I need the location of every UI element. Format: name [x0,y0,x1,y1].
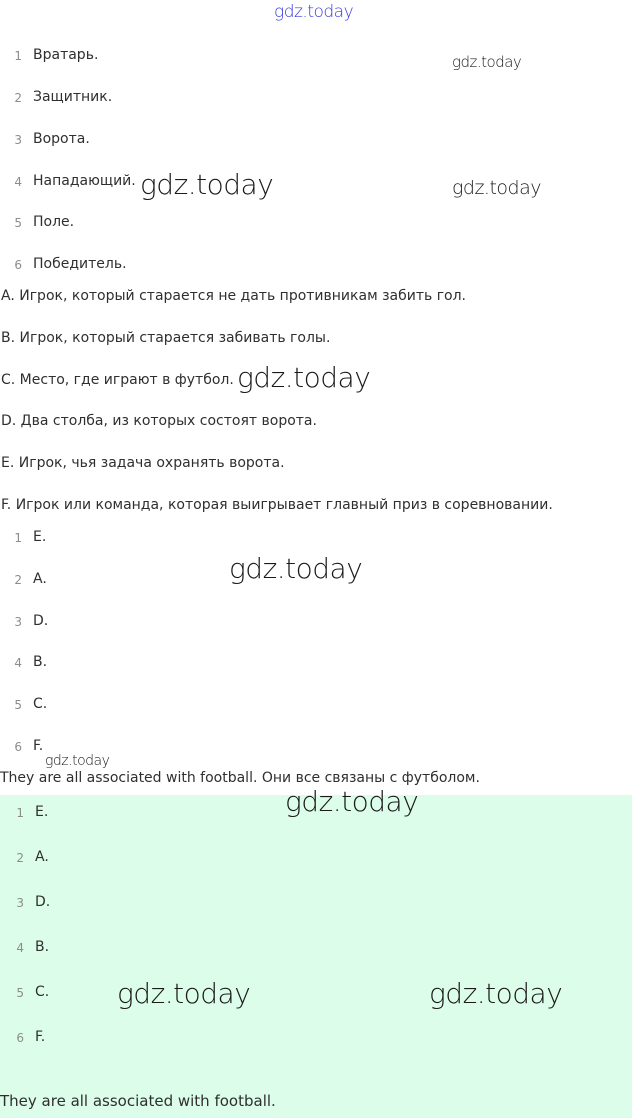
list-number: 1 [16,806,24,820]
match-letter: F. [33,738,44,754]
match-letter: E. [35,804,49,820]
watermark: gdz.today [237,361,371,394]
definition-item: E. Игрок, чья задача охранять ворота. [1,455,285,471]
list-number: 2 [16,851,24,865]
definition-item: C. Место, где играют в футбол. [1,372,234,388]
match-letter: A. [35,849,49,865]
watermark-top: gdz.today [274,2,354,22]
match-letter: D. [33,613,49,629]
watermark: gdz.today [229,552,363,585]
match-letter: E. [33,529,47,545]
word-item: Победитель. [33,256,127,272]
list-number: 5 [14,698,22,712]
list-number: 3 [14,615,22,629]
watermark: gdz.today [452,53,522,71]
list-number: 1 [14,49,22,63]
match-letter: D. [35,894,51,910]
conclusion-text: They are all associated with football. Они все связаны с футболом. [0,770,480,786]
answer-conclusion-text: They are all associated with football. [0,1092,276,1110]
match-letter: B. [35,939,50,955]
list-number: 5 [14,216,22,230]
watermark: gdz.today [285,785,419,818]
list-number: 4 [16,941,24,955]
definition-item: B. Игрок, который старается забивать голы. [1,330,331,346]
answer-box [0,795,632,1118]
word-item: Защитник. [33,89,113,105]
definition-item: A. Игрок, который старается не дать противникам забить гол. [1,288,467,304]
match-letter: F. [35,1029,46,1045]
list-number: 3 [14,133,22,147]
match-letter: C. [35,984,50,1000]
match-letter: C. [33,696,48,712]
definition-item: D. Два столба, из которых состоят ворота. [1,413,317,429]
match-letter: A. [33,571,47,587]
watermark: gdz.today [140,168,274,201]
watermark: gdz.today [117,977,251,1010]
definition-item: F. Игрок или команда, которая выигрывает главный приз в соревновании. [1,497,553,513]
list-number: 4 [14,175,22,189]
list-number: 2 [14,573,22,587]
list-number: 1 [14,531,22,545]
watermark: gdz.today [452,177,541,199]
word-item: Поле. [33,214,75,230]
list-number: 5 [16,986,24,1000]
watermark: gdz.today [429,977,563,1010]
watermark: gdz.today [45,753,110,769]
list-number: 6 [14,740,22,754]
word-item: Нападающий. [33,173,136,189]
word-item: Ворота. [33,131,90,147]
match-letter: B. [33,654,48,670]
list-number: 2 [14,91,22,105]
list-number: 6 [16,1031,24,1045]
list-number: 4 [14,656,22,670]
list-number: 3 [16,896,24,910]
word-item: Вратарь. [33,47,99,63]
list-number: 6 [14,258,22,272]
